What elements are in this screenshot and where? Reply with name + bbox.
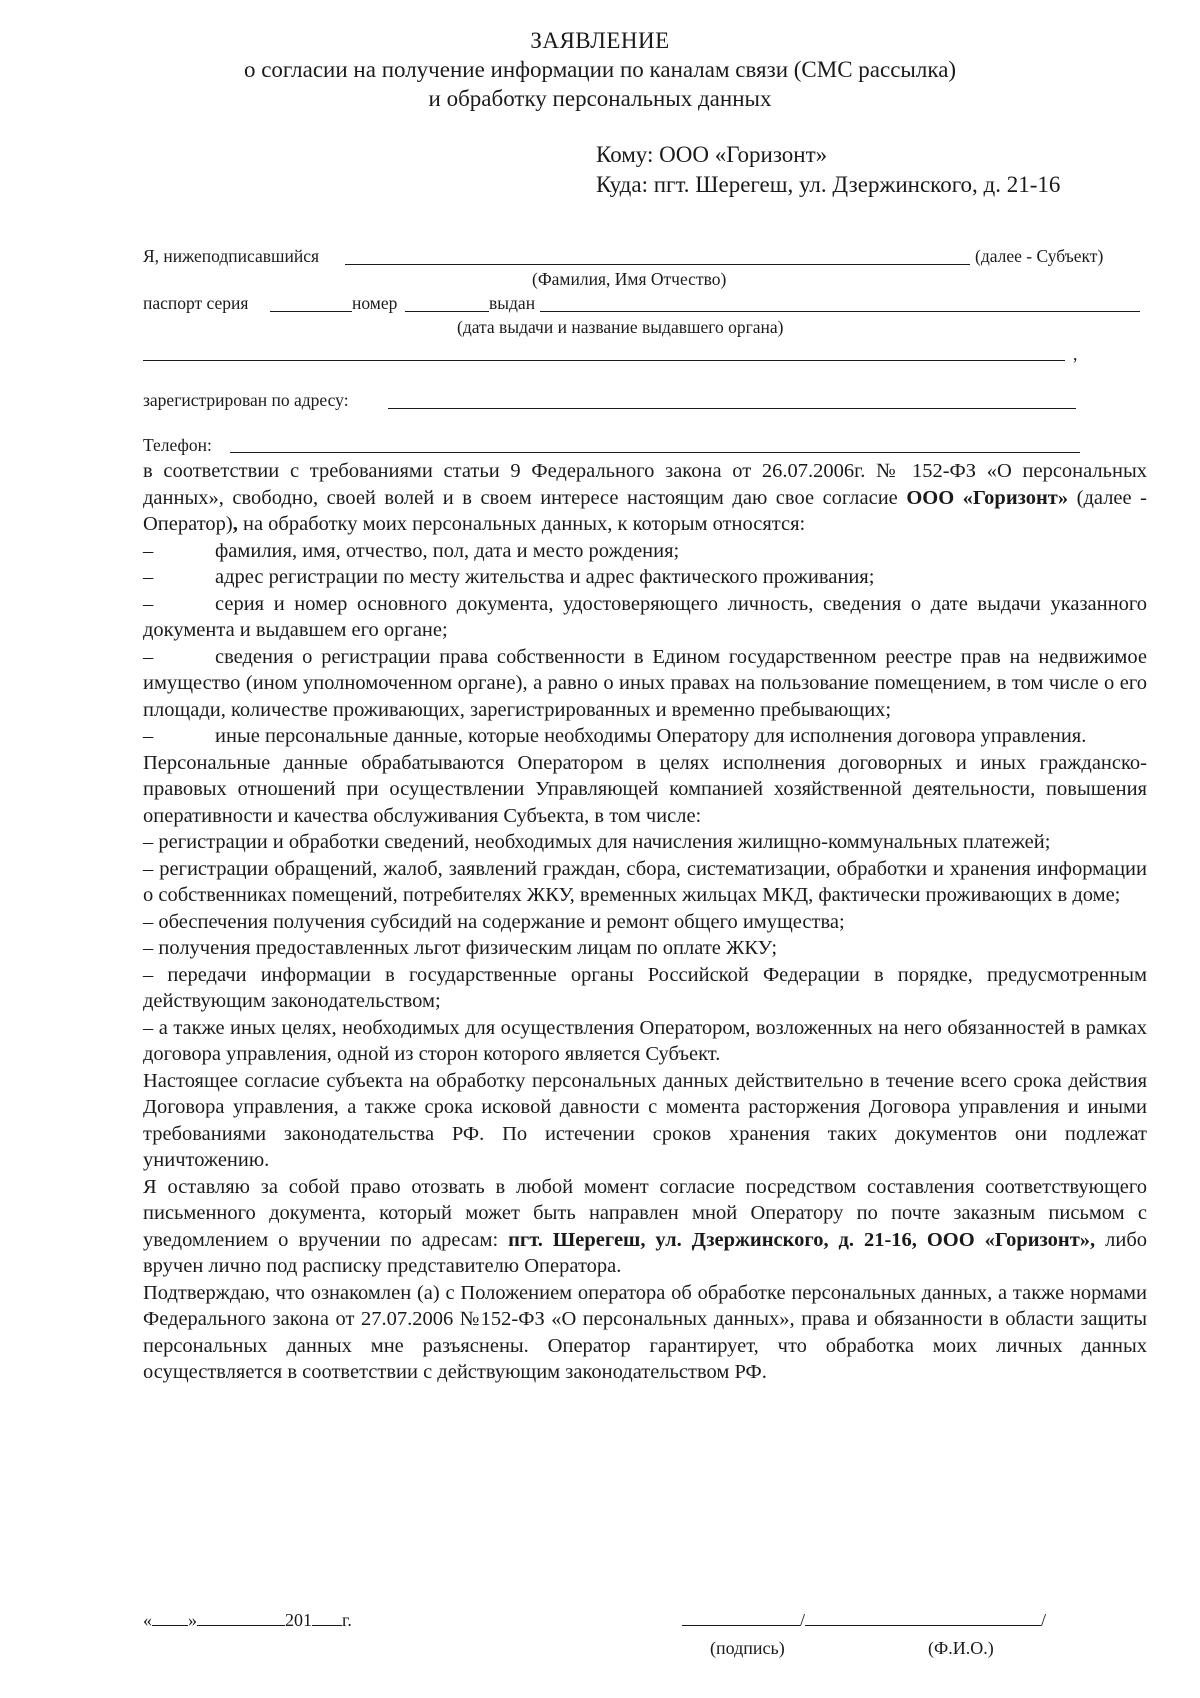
issued-label: выдан	[489, 293, 536, 313]
passport-series-line[interactable]	[270, 311, 352, 312]
signature-line[interactable]	[682, 1608, 800, 1626]
purpose-item: – обеспечения получения субсидий на содержание и ремонт общего имущества;	[143, 910, 845, 933]
consent-body	[143, 458, 1147, 1386]
purpose-item: – передачи информации в государственные органы Российской Федерации в порядке, предусмотренным действующим законодательством;	[143, 963, 1147, 1012]
validity-paragraph: Настоящее согласие субъекта на обработку персональных данных действительно в течение всего срока действия Договора управления, а также срока исковой давности с момента расторжения Договора управления и иными требованиями законодательства РФ. По истечении сроков хранения таких документов они подлежат уничтожению.	[143, 1069, 1147, 1171]
document-title: ЗАЯВЛЕНИЕ	[530, 28, 670, 53]
purpose-item: – регистрации и обработки сведений, необходимых для начисления жилищно-коммунальных платежей;	[143, 831, 1051, 853]
recipient-where: Куда: пгт. Шерегеш, ул. Дзержинского, д. 21-16	[596, 172, 1061, 197]
purpose-item: – а также иных целях, необходимых для осуществления Оператором, возложенных на него обязанностей в рамках договора управления, одной из сторон которого является Субъект.	[143, 1016, 1147, 1065]
phone-field-line[interactable]	[230, 452, 1080, 453]
phone-label: Телефон:	[143, 435, 212, 455]
revocation-paragraph: Я оставляю за собой право отозвать в любой момент согласие посредством составления соответствующего письменного документа, который может быть направлен мной Оператору по почте заказным письмом с уведомлением о вручении по адресам: пгт. Шерегеш, ул. Дзержинского, д. 21-16, ООО «Горизонт», либо вручен лично под расписку представителю Оператора.	[143, 1175, 1147, 1277]
date-day-line[interactable]	[152, 1608, 188, 1626]
purpose-item: – получения предоставленных льгот физическим лицам по оплате ЖКУ;	[143, 937, 778, 959]
passport-series-label: паспорт серия	[143, 293, 249, 313]
list-item: – сведения о регистрации права собственности в Едином государственном реестре прав на недвижимое имущество (ином уполномоченном органе), а равно о иных правах на пользование помещением, в том числе о его площади, количестве проживающих, зарегистрированных и временно пребывающих;	[143, 645, 1147, 721]
continuation-comma: ,	[1073, 344, 1078, 364]
purposes-paragraph: Персональные данные обрабатываются Оператором в целях исполнения договорных и иных гражданско-правовых отношений при осуществлении Управляющей компанией хозяйственной деятельности, повышения оперативности и качества обслуживания Субъекта, в том числе:	[143, 751, 1147, 827]
date-month-line[interactable]	[197, 1608, 285, 1626]
issued-hint: (дата выдачи и название выдавшего органа)	[457, 317, 784, 337]
date-year-line[interactable]	[312, 1608, 342, 1626]
passport-number-line[interactable]	[405, 311, 489, 312]
document-subtitle-line2: и обработку персональных данных	[428, 86, 772, 111]
operator-name: ООО «Горизонт»	[906, 486, 1069, 509]
subject-suffix: (далее - Субъект)	[975, 246, 1104, 266]
issued-continuation-line[interactable]	[143, 360, 1065, 361]
revocation-address: пгт. Шерегеш, ул. Дзержинского, д. 21-16, ООО «Горизонт»,	[508, 1228, 1096, 1251]
signature-hint: (подпись)	[710, 1638, 785, 1658]
recipient-to: Кому: ООО «Горизонт»	[596, 142, 828, 167]
issued-field-line[interactable]	[540, 311, 1140, 312]
purpose-item: – регистрации обращений, жалоб, заявлений граждан, сбора, систематизации, обработки и хранения информации о собственниках помещений, потребителях ЖКУ, временных жильцах МКД, фактически проживающих в доме;	[143, 857, 1147, 906]
fio-line[interactable]	[805, 1608, 1041, 1626]
fio-hint: (Ф.И.О.)	[928, 1638, 994, 1658]
name-field-line[interactable]	[345, 264, 970, 265]
list-item: – иные персональные данные, которые необходимы Оператору для исполнения договора управления.	[143, 725, 1087, 747]
address-field-line[interactable]	[388, 408, 1076, 409]
consent-paragraph: в соответствии с требованиями статьи 9 Федерального закона от 26.07.2006г. № 152-ФЗ «О персональных данных», свободно, своей волей и в своем интересе настоящим даю свое согласие ООО «Горизонт» (далее - Оператор), на обработку моих персональных данных, к которым относятся:	[143, 460, 1147, 535]
signature-field: / /	[682, 1608, 1046, 1631]
acknowledgement-paragraph: Подтверждаю, что ознакомлен (а) с Положением оператора об обработке персональных данных, а также нормами Федерального закона от 27.07.2006 №152-ФЗ «О персональных данных», права и обязанности в области защиты персональных данных мне разъяснены. Оператор гарантирует, что обработка моих личных данных осуществляется в соответствии с действующим законодательством РФ.	[143, 1281, 1147, 1383]
list-item: – адрес регистрации по месту жительства и адрес фактического проживания;	[143, 566, 875, 588]
name-hint: (Фамилия, Имя Отчество)	[532, 269, 727, 289]
list-item: – фамилия, имя, отчество, пол, дата и место рождения;	[143, 539, 680, 562]
date-field: « » 201 г.	[143, 1610, 352, 1630]
document-subtitle-line1: о согласии на получение информации по каналам связи (СМС рассылка)	[243, 57, 957, 82]
name-label: Я, нижеподписавшийся	[143, 246, 320, 266]
passport-number-label: номер	[352, 293, 398, 313]
list-item: – серия и номер основного документа, удостоверяющего личность, сведения о дате выдачи указанного документа и выдавшем его органе;	[143, 592, 1147, 641]
address-label: зарегистрирован по адресу:	[143, 390, 349, 410]
